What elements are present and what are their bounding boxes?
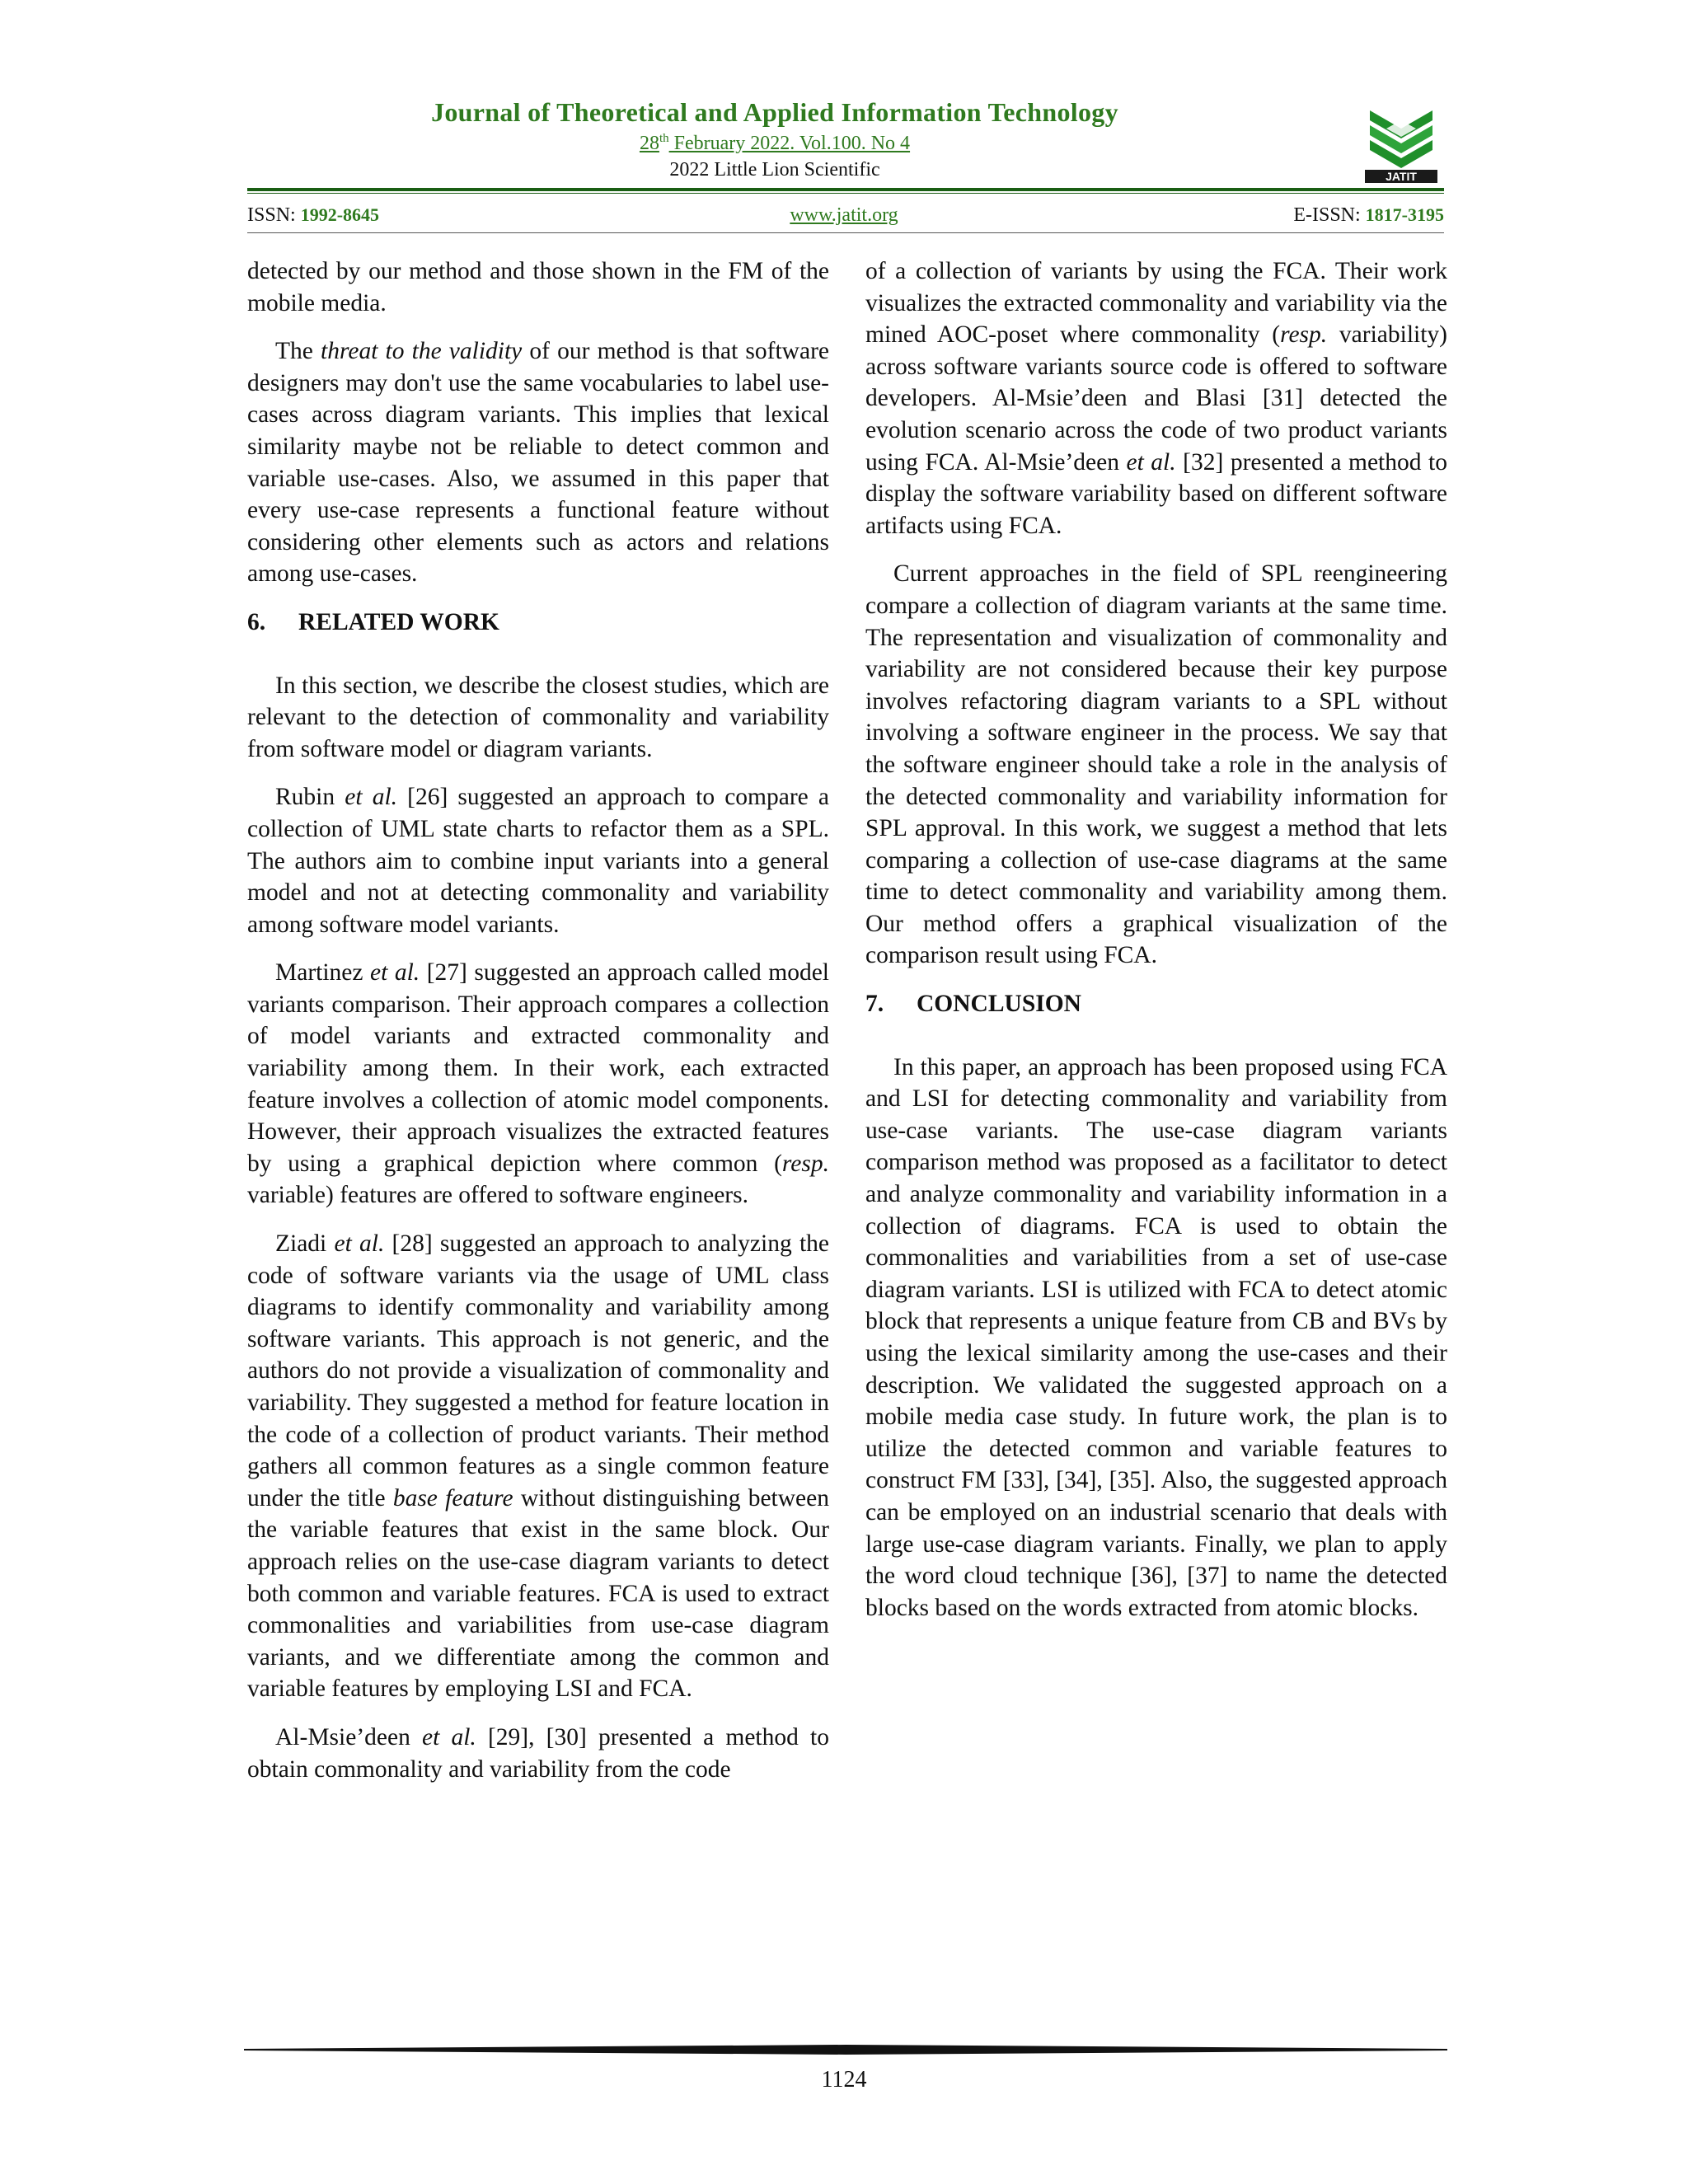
section-heading-related-work: 6. RELATED WORK <box>247 608 499 635</box>
publisher: 2022 Little Lion Scientific <box>669 159 880 180</box>
header-sub-rule <box>247 232 1444 233</box>
header-rule <box>247 188 1444 191</box>
issn-label: ISSN: <box>247 204 301 226</box>
paragraph: In this paper, an approach has been proposed using FCA and LSI for detecting commonality and variability from use-case variants. The use-case diagram variants comparison method was proposed as a facilitator to detect and analyze commonality and variability information in a collection of diagrams. FCA is used to obtain the commonalities and variabilities from a set of use-case diagram variants. LSI is utilized with FCA to detect atomic block that represents a unique feature from CB and BVs by using the lexical similarity among the use-cases and their description. We validated the suggested approach on a mobile media case study. In future work, the plan is to utilize the detected common and variable features to construct FM [33], [34], [35]. Also, the suggested approach can be employed on an industrial scenario that deals with large use-case diagram variants. Finally, we plan to apply the word cloud technique [36], [37] to name the detected blocks based on the words extracted from atomic blocks. <box>865 1053 1447 1621</box>
eissn <box>1293 204 1444 227</box>
paragraph: In this section, we describe the closest studies, which are relevant to the detection of commonality and variability from software model or diagram variants. <box>247 672 829 762</box>
jatit-logo-icon <box>1362 104 1441 185</box>
paragraph: Ziadi et al. [28] suggested an approach to analyzing the code of software variants via the usage of UML class diagrams to identify commonality and variability among software variants. This approach is not generic, and the authors do not provide a visualization of commonality and variability. They suggested a method for feature location in the code of a collection of product variants. Their method gathers all common features as a single common feature under the title base feature without distinguishing between the variable features that exist in the same block. Our approach relies on the use-case diagram variants to detect both common and variable features. FCA is used to extract commonalities and variabilities from use-case diagram variants, and we differentiate among the common and variable features by employing LSI and FCA. <box>247 1230 829 1703</box>
footer-rule <box>244 2045 1447 2055</box>
issue-date-day: 28 <box>639 133 659 154</box>
eissn-value: 1817-3195 <box>1365 204 1444 225</box>
logo-text: JATIT <box>1386 170 1417 183</box>
issue-date-suffix: th <box>659 132 669 145</box>
paragraph: of a collection of variants by using the FCA. Their work visualizes the extracted commonality and variability via the mined AOC-poset where commonality (resp. variability) across software variants source code is offered to software developers. Al-Msie’deen and Blasi [31] detected the evolution scenario across the code of two product variants using FCA. Al-Msie’deen et al. [32] presented a method to display the software variability based on different software artifacts using FCA. <box>865 258 1447 539</box>
header-rule-thin <box>247 193 1444 194</box>
paragraph: Al-Msie’deen et al. [29], [30] presented a method to obtain commonality and variability from the code <box>247 1723 829 1783</box>
issue-date <box>0 132 1550 155</box>
eissn-label: E-ISSN: <box>1293 204 1366 226</box>
left-column <box>247 255 829 1802</box>
section-heading-conclusion: 7. CONCLUSION <box>865 991 1081 1018</box>
page-number: 1124 <box>821 2067 867 2093</box>
paragraph: The threat to the validity of our method is that software designers may don't use the same vocabularies to label use-cases across diagram variants. This implies that lexical similarity maybe not be reliable to detect common and variable use-cases. Also, we assumed in this paper that every use-case represents a functional feature without considering other elements such as actors and relations among use-cases. <box>247 338 829 588</box>
issue-date-rest: February 2022. Vol.100. No 4 <box>668 133 911 154</box>
issn-value: 1992-8645 <box>300 204 380 225</box>
paragraph: detected by our method and those shown in the FM of the mobile media. <box>247 258 829 316</box>
paragraph: Current approaches in the field of SPL reengineering compare a collection of diagram variants at the same time. The representation and visualization of commonality and variability are not considered because their key purpose involves refactoring diagram variants to a SPL without involving a software engineer in the process. We say that the software engineer should take a role in the analysis of the detected commonality and variability information for SPL approval. In this work, we suggest a method that lets comparing a collection of use-case diagrams at the same time to detect commonality and variability among them. Our method offers a graphical visualization of the comparison result using FCA. <box>865 560 1447 969</box>
journal-title: Journal of Theoretical and Applied Information Technology <box>431 97 1118 127</box>
paragraph: Martinez et al. [27] suggested an approach called model variants comparison. Their approach compares a collection of model variants and extracted commonality and variability among them. In their work, each extracted feature involves a collection of atomic model components. However, their approach visualizes the extracted features by using a graphical depiction where common (resp. variable) features are offered to software engineers. <box>247 959 829 1209</box>
right-column <box>865 255 1447 1640</box>
website-link[interactable]: www.jatit.org <box>790 204 898 226</box>
paragraph: Rubin et al. [26] suggested an approach to compare a collection of UML state charts to refactor them as a SPL. The authors aim to combine input variants into a general model and not at detecting commonality and variability among software model variants. <box>247 784 829 938</box>
